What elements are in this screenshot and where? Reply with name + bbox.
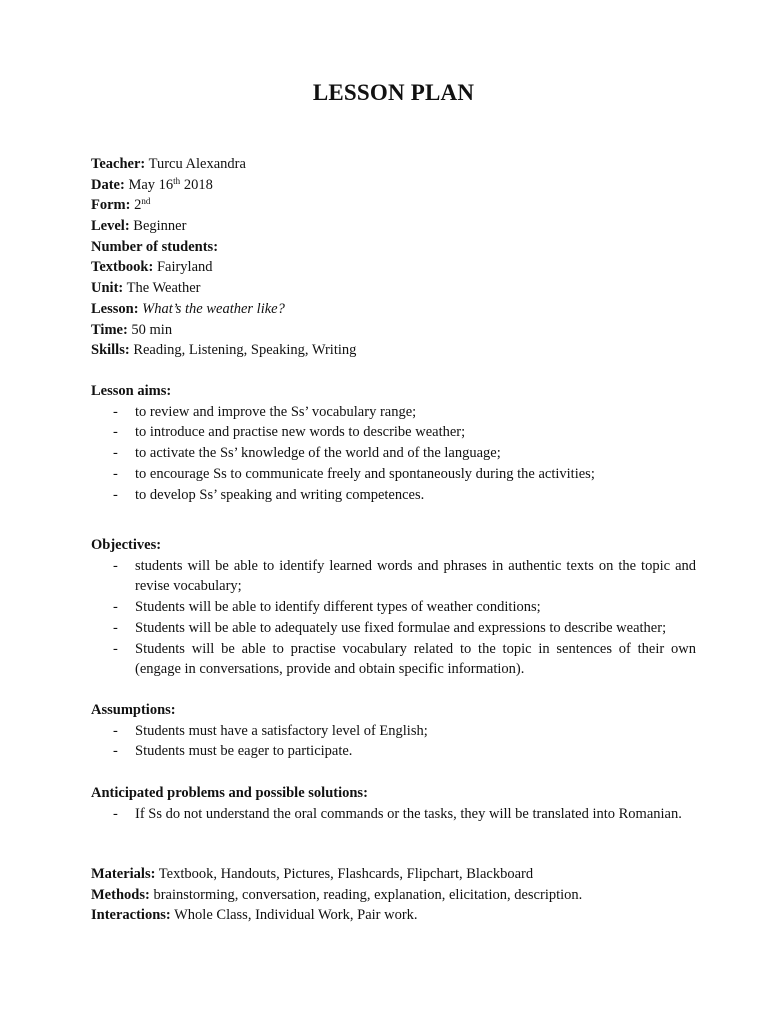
dash-bullet: - — [113, 743, 118, 760]
students-row — [91, 237, 356, 258]
form-value: 2 — [134, 197, 142, 214]
level-value: Beginner — [133, 218, 187, 235]
dash-bullet: - — [113, 722, 118, 739]
time-row — [91, 320, 356, 341]
dash-bullet: - — [113, 805, 118, 822]
skills-row — [91, 340, 356, 361]
materials-value: Textbook, Handouts, Pictures, Flashcards, Flipchart, Blackboard — [158, 866, 534, 882]
lesson-label: Lesson: — [91, 300, 139, 317]
lesson-value: What’s the weather like? — [142, 300, 285, 317]
time-label: Time: — [91, 321, 128, 338]
level-row — [91, 216, 356, 237]
date-row — [91, 175, 356, 196]
dash-bullet: - — [113, 424, 118, 441]
unit-label: Unit: — [91, 280, 124, 297]
form-label: Form: — [91, 197, 131, 214]
dash-bullet: - — [113, 403, 118, 420]
textbook-row — [91, 257, 356, 278]
level-label: Level: — [91, 218, 130, 235]
lesson-details-footer — [91, 864, 582, 926]
date-superscript: th — [173, 175, 181, 186]
date-value: May 16 — [128, 176, 174, 193]
lesson-info — [91, 154, 356, 361]
methods-label: Methods: — [91, 886, 150, 903]
materials-row — [91, 864, 582, 885]
assumptions-list — [91, 721, 696, 762]
aims-section — [91, 381, 696, 505]
list-item: - to activate the Ss’ knowledge of the world and of the language; — [91, 443, 696, 464]
skills-value: Reading, Listening, Speaking, Writing — [133, 342, 357, 359]
page-title: LESSON PLAN — [312, 80, 475, 105]
list-item: - Students will be able to practise vocabulary related to the topic in sentences of their own (engage in conversations, provide and obtain specific information). — [113, 640, 696, 678]
dash-bullet: - — [113, 557, 118, 574]
list-item: - to review and improve the Ss’ vocabulary range; — [91, 402, 696, 423]
time-value: 50 min — [131, 321, 173, 338]
unit-row — [91, 278, 356, 299]
methods-row — [91, 885, 582, 906]
dash-bullet: - — [113, 445, 118, 462]
textbook-label: Textbook: — [91, 259, 154, 276]
teacher-row — [91, 154, 356, 175]
assumptions-section — [91, 700, 696, 762]
textbook-value: Fairyland — [156, 259, 213, 276]
aims-heading: Lesson aims: — [91, 383, 172, 399]
interactions-label: Interactions: — [91, 907, 171, 924]
dash-bullet: - — [113, 465, 118, 482]
students-label: Number of students: — [91, 238, 219, 255]
list-item: - to encourage Ss to communicate freely and spontaneously during the activities; — [91, 464, 696, 485]
interactions-row — [91, 905, 582, 926]
objectives-section — [91, 535, 696, 680]
list-item: - Students will be able to adequately use fixed formulae and expressions to describe weather; — [91, 618, 696, 639]
form-superscript: nd — [141, 196, 151, 207]
dash-bullet: - — [113, 599, 118, 616]
dash-bullet: - — [113, 619, 118, 636]
problems-heading: Anticipated problems and possible solutions: — [91, 785, 368, 801]
list-item: - students will be able to identify learned words and phrases in authentic texts on the topic and revise vocabulary; — [113, 557, 696, 595]
dash-bullet: - — [113, 486, 118, 503]
list-item: - Students will be able to identify different types of weather conditions; — [91, 597, 696, 618]
list-item: - If Ss do not understand the oral commands or the tasks, they will be translated into Romanian. — [91, 804, 696, 825]
materials-label: Materials: — [91, 866, 156, 882]
teacher-value: Turcu Alexandra — [148, 156, 246, 172]
methods-value: brainstorming, conversation, reading, explanation, elicitation, description. — [153, 886, 583, 903]
list-item: - to develop Ss’ speaking and writing competences. — [91, 485, 696, 506]
objectives-list — [91, 556, 696, 680]
objectives-heading: Objectives: — [91, 537, 162, 553]
problems-section — [91, 783, 696, 824]
skills-label: Skills: — [91, 342, 130, 359]
date-year: 2018 — [180, 176, 213, 193]
list-item: - Students must have a satisfactory level of English; — [91, 721, 696, 742]
teacher-label: Teacher: — [91, 156, 146, 172]
dash-bullet: - — [113, 640, 118, 657]
list-item: - Students must be eager to participate. — [91, 741, 696, 762]
form-row — [91, 195, 356, 216]
interactions-value: Whole Class, Individual Work, Pair work. — [174, 907, 418, 924]
problems-list — [91, 804, 696, 825]
date-label: Date: — [91, 176, 125, 193]
aims-list — [91, 402, 696, 506]
list-item: - to introduce and practise new words to describe weather; — [91, 422, 696, 443]
assumptions-heading: Assumptions: — [91, 702, 176, 718]
lesson-row — [91, 299, 356, 320]
unit-value: The Weather — [126, 280, 201, 297]
